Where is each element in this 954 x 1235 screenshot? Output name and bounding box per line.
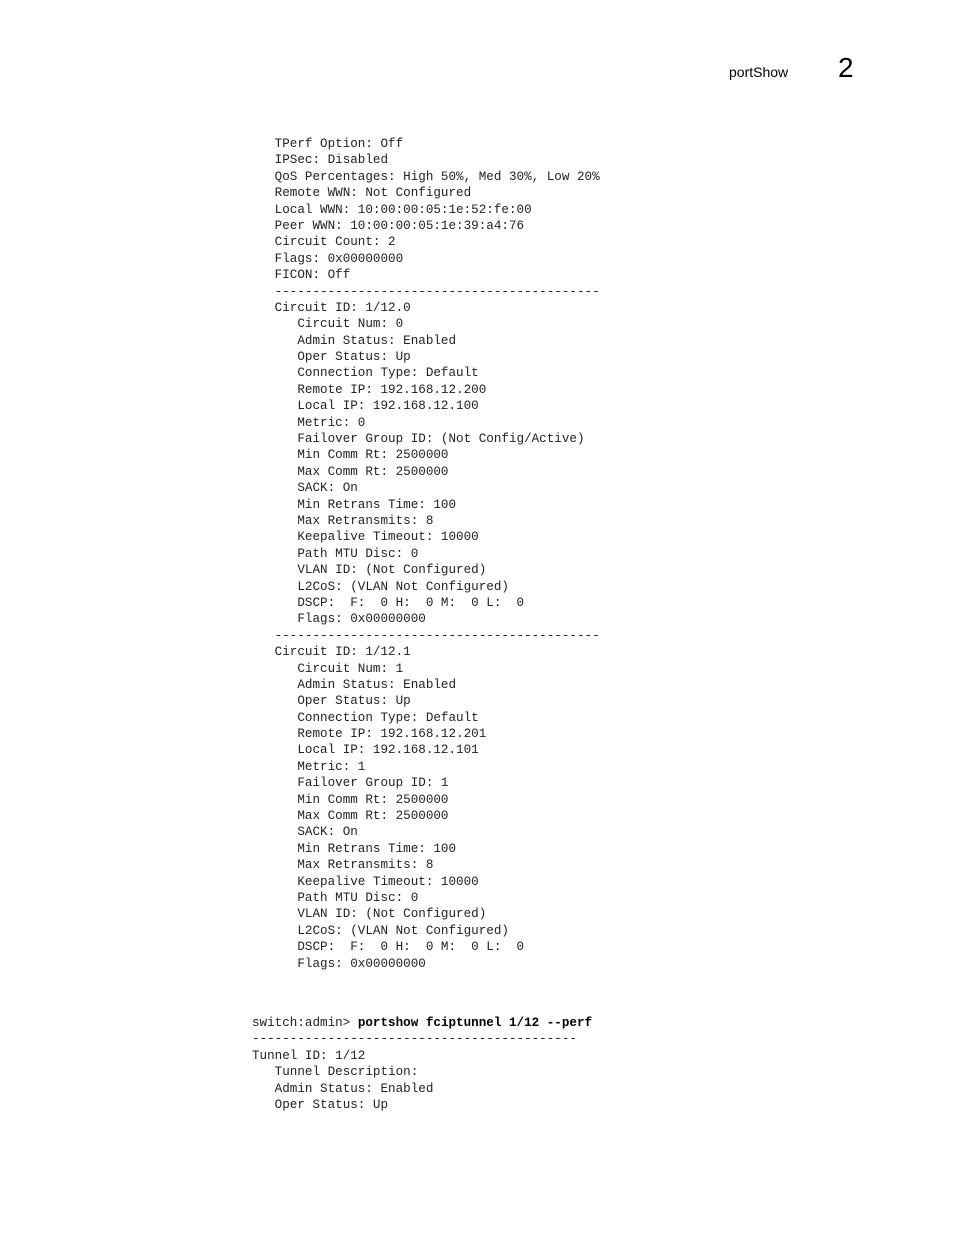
output-line: Oper Status: Up: [252, 694, 411, 709]
output-line: Metric: 0: [252, 415, 366, 430]
output-line: IPSec: Disabled: [252, 153, 389, 168]
output-line: L2CoS: (VLAN Not Configured): [252, 923, 509, 938]
output-line: Max Retransmits: 8: [252, 858, 434, 873]
output-line: Circuit Num: 0: [252, 317, 404, 332]
output-line: Local IP: 192.168.12.100: [252, 399, 479, 414]
output-line: Connection Type: Default: [252, 366, 479, 381]
output-line: Metric: 1: [252, 759, 366, 774]
output-line: Remote IP: 192.168.12.200: [252, 382, 487, 397]
command-text: portshow fciptunnel 1/12 --perf: [357, 1016, 593, 1030]
command-prompt: switch:admin>: [252, 1016, 358, 1030]
output-line: Tunnel Description:: [252, 1065, 419, 1080]
output-line: Local IP: 192.168.12.101: [252, 743, 479, 758]
running-header-title: portShow: [729, 64, 789, 80]
output-line: Min Comm Rt: 2500000: [252, 448, 449, 463]
output-line: Max Comm Rt: 2500000: [252, 464, 449, 479]
separator-line: -------------------------------------------: [252, 284, 600, 299]
command-line: [252, 1015, 592, 1031]
output-line: Admin Status: Enabled: [252, 333, 457, 348]
output-line: Admin Status: Enabled: [252, 677, 457, 692]
command-block: [252, 1015, 592, 1113]
output-line: Admin Status: Enabled: [252, 1081, 434, 1096]
output-line: Circuit ID: 1/12.0: [252, 300, 411, 315]
output-line: Flags: 0x00000000: [252, 956, 426, 971]
output-line: Max Comm Rt: 2500000: [252, 809, 449, 824]
output-line: Oper Status: Up: [252, 1097, 389, 1112]
command-output-block: [252, 136, 600, 972]
chapter-number: 2: [838, 52, 854, 83]
output-line: DSCP: F: 0 H: 0 M: 0 L: 0: [252, 940, 525, 955]
output-line: Min Retrans Time: 100: [252, 497, 457, 512]
output-line: FICON: Off: [252, 268, 351, 283]
output-line: Remote WWN: Not Configured: [252, 186, 472, 201]
output-line: Keepalive Timeout: 10000: [252, 874, 479, 889]
output-line: SACK: On: [252, 481, 358, 496]
separator-line: -------------------------------------------: [252, 628, 600, 643]
output-line: L2CoS: (VLAN Not Configured): [252, 579, 509, 594]
output-line: Failover Group ID: (Not Config/Active): [252, 432, 585, 447]
output-line: QoS Percentages: High 50%, Med 30%, Low 20%: [252, 169, 600, 184]
output-line: VLAN ID: (Not Configured): [252, 563, 487, 578]
output-line: Local WWN: 10:00:00:05:1e:52:fe:00: [252, 202, 532, 217]
output-line: Connection Type: Default: [252, 710, 479, 725]
output-line: SACK: On: [252, 825, 358, 840]
output-line: Circuit Num: 1: [252, 661, 404, 676]
separator-line: -------------------------------------------: [252, 1032, 577, 1047]
output-line: Keepalive Timeout: 10000: [252, 530, 479, 545]
output-line: Max Retransmits: 8: [252, 513, 434, 528]
output-line: Path MTU Disc: 0: [252, 890, 419, 905]
output-line: Flags: 0x00000000: [252, 251, 404, 266]
output-line: TPerf Option: Off: [252, 137, 404, 151]
output-line: Tunnel ID: 1/12: [252, 1048, 366, 1063]
output-line: Min Retrans Time: 100: [252, 841, 457, 856]
output-line: Flags: 0x00000000: [252, 612, 426, 627]
output-line: Circuit ID: 1/12.1: [252, 645, 411, 660]
output-line: Peer WWN: 10:00:00:05:1e:39:a4:76: [252, 218, 525, 233]
output-line: Oper Status: Up: [252, 350, 411, 365]
output-line: Remote IP: 192.168.12.201: [252, 727, 487, 742]
output-line: Min Comm Rt: 2500000: [252, 792, 449, 807]
output-line: Path MTU Disc: 0: [252, 546, 419, 561]
output-line: DSCP: F: 0 H: 0 M: 0 L: 0: [252, 595, 525, 610]
output-line: Circuit Count: 2: [252, 235, 396, 250]
output-line: VLAN ID: (Not Configured): [252, 907, 487, 922]
output-line: Failover Group ID: 1: [252, 776, 449, 791]
